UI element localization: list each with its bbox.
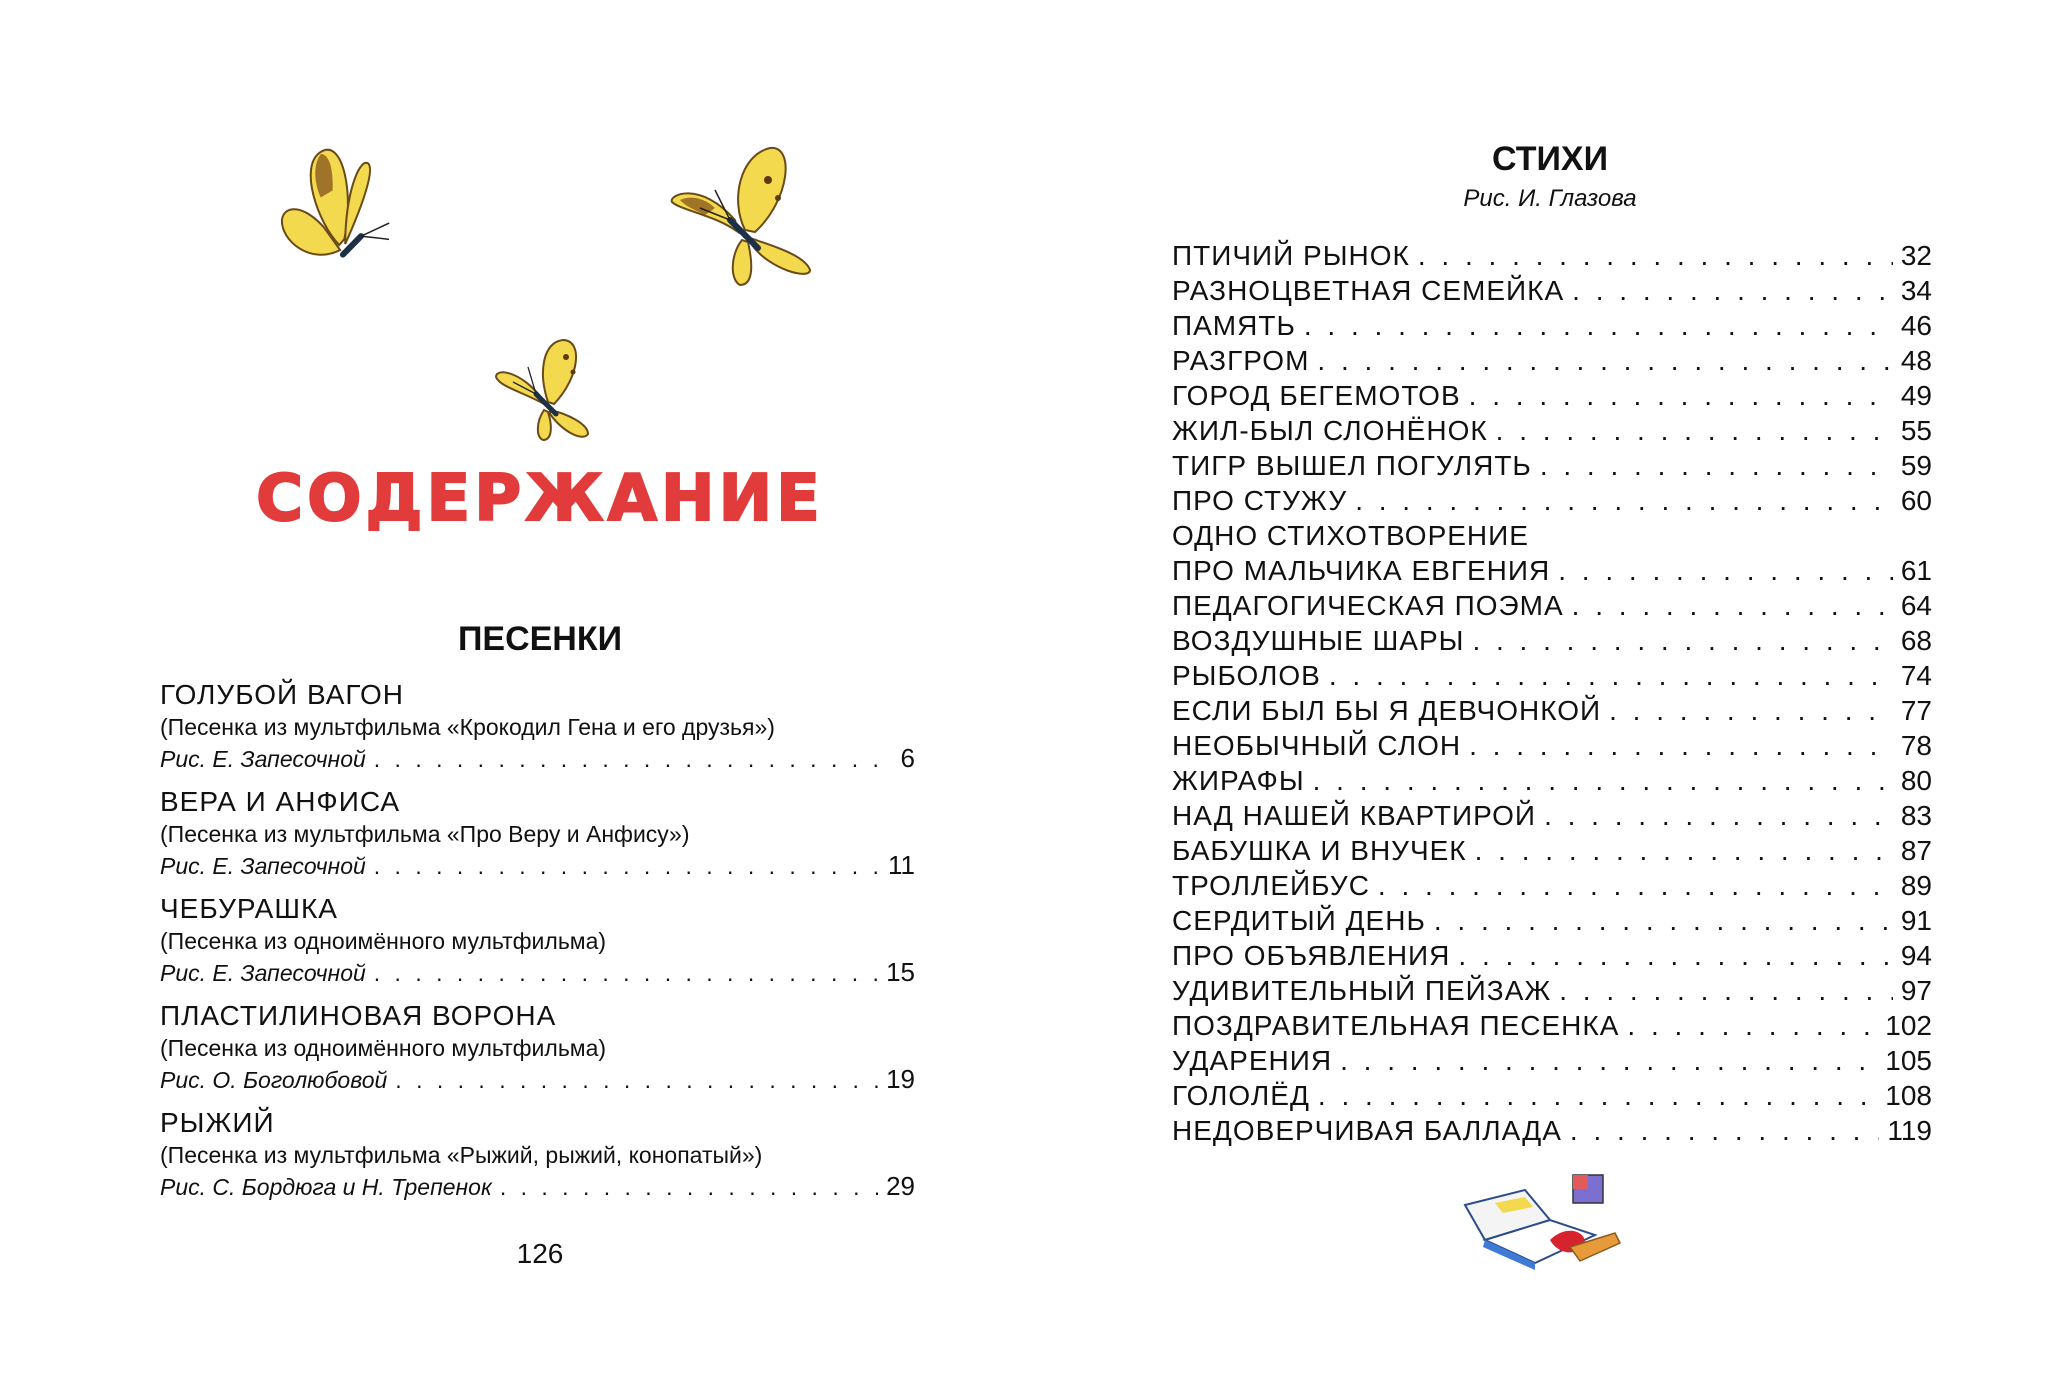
poem-title-line: ОДНО СТИХОТВОРЕНИЕ [1172, 520, 1529, 551]
page-ref: 80 [1900, 765, 1932, 796]
list-item [1172, 833, 1932, 868]
song-note: (Песенка из мультфильма «Крокодил Гена и его друзья») [160, 714, 775, 740]
list-item [1172, 378, 1932, 413]
page-ref: 61 [1900, 555, 1932, 586]
poem-title: РЫБОЛОВ [1172, 660, 1321, 691]
song-note: (Песенка из одноимённого мультфильма) [160, 928, 607, 954]
list-item [1172, 623, 1932, 658]
page-ref: 97 [1900, 975, 1932, 1006]
page-ref: 32 [1900, 240, 1932, 271]
page-ref: 74 [1900, 660, 1932, 691]
leader-dots [1496, 413, 1893, 448]
leader-dots [1317, 343, 1892, 378]
poem-title: РАЗГРОМ [1172, 345, 1310, 376]
list-item [1172, 903, 1932, 938]
list-item [1172, 728, 1932, 763]
leader-dots [1355, 483, 1893, 518]
book-illustration [1455, 1165, 1625, 1275]
page-number: 126 [516, 1238, 564, 1269]
leader-dots [1559, 973, 1893, 1008]
poem-title: БАБУШКА И ВНУЧЕК [1172, 835, 1467, 866]
page-ref: 64 [1900, 590, 1932, 621]
leader-dots [1313, 763, 1893, 798]
page-ref: 11 [888, 850, 915, 880]
page-ref: 6 [900, 743, 915, 773]
list-item [1172, 973, 1932, 1008]
poem-title: ТРОЛЛЕЙБУС [1172, 870, 1370, 901]
list-item [1172, 308, 1932, 343]
leader-dots [1318, 1078, 1877, 1113]
poem-title: ПАМЯТЬ [1172, 310, 1296, 341]
page-ref: 91 [1900, 905, 1932, 936]
page-ref: 89 [1900, 870, 1932, 901]
leader-dots [1418, 238, 1893, 273]
page-ref: 49 [1900, 380, 1932, 411]
leader-dots [1469, 728, 1893, 763]
list-item [1172, 1078, 1932, 1113]
poem-title: УДИВИТЕЛЬНЫЙ ПЕЙЗАЖ [1172, 975, 1552, 1006]
poem-title: ЕСЛИ БЫЛ БЫ Я ДЕВЧОНКОЙ [1172, 695, 1602, 726]
page-ref: 15 [886, 957, 915, 987]
list-item [1172, 938, 1932, 973]
leader-dots [1475, 833, 1893, 868]
list-item [1172, 553, 1932, 588]
leader-dots [1627, 1008, 1877, 1043]
list-item [1172, 763, 1932, 798]
poem-title: ВОЗДУШНЫЕ ШАРЫ [1172, 625, 1465, 656]
poem-title: ПРО СТУЖУ [1172, 485, 1348, 516]
poems-list [1172, 238, 1932, 1148]
leader-dots [1544, 798, 1893, 833]
list-item [1172, 483, 1932, 518]
page-ref: 78 [1900, 730, 1932, 761]
poem-title: ПТИЧИЙ РЫНОК [1172, 240, 1410, 271]
leader-dots [1340, 1043, 1877, 1078]
poem-title: ГОЛОЛЁД [1172, 1080, 1310, 1111]
song-title: РЫЖИЙ [160, 1107, 275, 1138]
page-ref: 29 [886, 1171, 915, 1201]
list-item [1172, 1043, 1932, 1078]
poem-title: НЕОБЫЧНЫЙ СЛОН [1172, 730, 1462, 761]
page-ref: 119 [1887, 1115, 1932, 1146]
page-ref: 83 [1900, 800, 1932, 831]
list-item [1172, 588, 1932, 623]
list-item [1172, 798, 1932, 833]
leader-dots [1572, 588, 1893, 623]
song-note: (Песенка из одноимённого мультфильма) [160, 1035, 607, 1061]
page-ref: 68 [1900, 625, 1932, 656]
poem-title: ПРО ОБЪЯВЛЕНИЯ [1172, 940, 1451, 971]
page-ref: 108 [1885, 1080, 1932, 1111]
poem-title: ГОРОД БЕГЕМОТОВ [1172, 380, 1461, 411]
page-ref: 55 [1900, 415, 1932, 446]
list-item [1172, 448, 1932, 483]
leader-dots [1570, 1113, 1879, 1148]
list-item [1172, 1008, 1932, 1043]
poem-title: НАД НАШЕЙ КВАРТИРОЙ [1172, 800, 1537, 831]
list-item [1172, 238, 1932, 273]
list-item [1172, 1113, 1932, 1148]
list-item [1172, 413, 1932, 448]
contents-title: СОДЕРЖАНИЕ [256, 462, 824, 536]
poem-title: ПОЗДРАВИТЕЛЬНАЯ ПЕСЕНКА [1172, 1010, 1620, 1041]
page-ref: 46 [1900, 310, 1932, 341]
poem-title: ЖИРАФЫ [1172, 765, 1305, 796]
poem-title: РАЗНОЦВЕТНАЯ СЕМЕЙКА [1172, 275, 1565, 306]
song-illustrator: Рис. С. Бордюга и Н. Трепенок [160, 1174, 492, 1200]
poems-illustrator: Рис. И. Глазова [1463, 185, 1637, 212]
poems-section-title: СТИХИ [1491, 140, 1609, 178]
leader-dots [1469, 378, 1893, 413]
page-ref: 59 [1900, 450, 1932, 481]
leader-dots [1378, 868, 1893, 903]
song-illustrator: Рис. О. Боголюбовой [160, 1067, 388, 1093]
song-title: ВЕРА И АНФИСА [160, 786, 401, 817]
list-item [1172, 343, 1932, 378]
song-title: ЧЕБУРАШКА [160, 893, 338, 924]
leader-dots [1304, 308, 1893, 343]
page-ref: 77 [1900, 695, 1932, 726]
leader-dots [1329, 658, 1893, 693]
page-ref: 19 [886, 1064, 915, 1094]
song-title: ГОЛУБОЙ ВАГОН [160, 679, 404, 710]
page-ref: 34 [1900, 275, 1932, 306]
list-item [1172, 693, 1932, 728]
song-illustrator: Рис. Е. Запесочной [160, 853, 366, 879]
leader-dots [1609, 693, 1893, 728]
songs-section-title: ПЕСЕНКИ [457, 620, 623, 658]
song-title: ПЛАСТИЛИНОВАЯ ВОРОНА [160, 1000, 557, 1031]
leader-dots [1458, 938, 1892, 973]
page-ref: 48 [1900, 345, 1932, 376]
leader-dots [1558, 553, 1893, 588]
leader-dots [1572, 273, 1893, 308]
page-ref: 105 [1885, 1045, 1932, 1076]
poem-title: ЖИЛ-БЫЛ СЛОНЁНОК [1172, 415, 1488, 446]
leader-dots [1434, 903, 1893, 938]
song-note: (Песенка из мультфильма «Про Веру и Анфису») [160, 821, 690, 847]
poem-title: ПРО МАЛЬЧИКА ЕВГЕНИЯ [1172, 555, 1551, 586]
list-item [1172, 868, 1932, 903]
page-ref: 102 [1885, 1010, 1932, 1041]
song-note: (Песенка из мультфильма «Рыжий, рыжий, конопатый») [160, 1142, 763, 1168]
poem-title: ТИГР ВЫШЕЛ ПОГУЛЯТЬ [1172, 450, 1532, 481]
poem-title: ПЕДАГОГИЧЕСКАЯ ПОЭМА [1172, 590, 1564, 621]
list-item [1172, 273, 1932, 308]
poem-title: УДАРЕНИЯ [1172, 1045, 1333, 1076]
poem-title: НЕДОВЕРЧИВАЯ БАЛЛАДА [1172, 1115, 1562, 1146]
song-illustrator: Рис. Е. Запесочной [160, 746, 366, 772]
leader-dots [1540, 448, 1893, 483]
list-item [1172, 658, 1932, 693]
page-ref: 60 [1900, 485, 1932, 516]
song-illustrator: Рис. Е. Запесочной [160, 960, 366, 986]
leader-dots [1472, 623, 1892, 658]
page-ref: 94 [1900, 940, 1932, 971]
page-ref: 87 [1900, 835, 1932, 866]
poem-title: СЕРДИТЫЙ ДЕНЬ [1172, 905, 1426, 936]
